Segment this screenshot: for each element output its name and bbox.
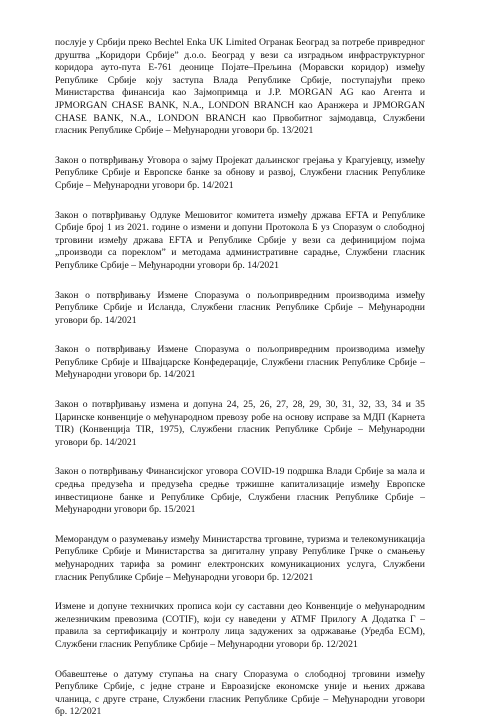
entry-efta-joint-committee-decision: Закон о потврђивању Одлуке Мешовитог комитета између држава EFTA и Републике Србије број 1 из 2021. године о измени и допуни Протокола Б уз Споразум о слободној трговини између држава EFTA и Републике Србије у вези са дефиницијом појма „производи са пореклом” и методама административне сарадње, Службени гласник Републике Србије – Међународни уговори бр. 14/2021	[55, 209, 425, 271]
entry-continuation-bechtel-loan: послује у Србији преко Bechtel Enka UK Limited Огранак Београд за потребе привредног друштва „Коридори Србије” д.о.о. Београд у вези са изградњом инфраструктурног коридора ауто-пута Е-761 деонице Појате–Прељина (Моравски коридор) између Републике Србије коју заступа Влада Републике Србије, поступајући преко Министарства финансија као Зајмопримца и J.P. MORGAN AG као Агента и JPMORGAN CHASE BANK, N.A., LONDON BRANCH као Аранжера и JPMORGAN CHASE BANK, N.A., LONDON BRANCH као Првобитног зајмодавца, Службени гласник Републике Србије – Међународни уговори бр. 13/2021	[55, 37, 425, 137]
entry-eaeu-free-trade-notice: Обавештење о датуму ступања на снагу Споразума о слободној трговини између Републике Србије, с једне стране и Евроазијске економске уније и њених држава чланица, с друге стране, Службени гласник Републике Србије – Међународни уговори бр. 12/2021	[55, 668, 425, 718]
entry-covid19-eib-finance-contract: Закон о потврђивању Финансијског уговора COVID-19 подршка Влади Србије за мала и средња предузећа и предузећа средње тржишне капитализације између Европске инвестиционе банке и Републике Србије, Службени гласник Републике Србије – Међународни уговори бр. 15/2021	[55, 466, 425, 516]
entry-kragujevac-district-heating-loan: Закон о потврђивању Уговора о зајму Пројекат даљинског грејања у Крагујевцу, између Републике Србије и Европске банке за обнову и развој, Службени гласник Републике Србије – Међународни уговори бр. 14/2021	[55, 154, 425, 191]
entry-agreement-iceland: Закон о потврђивању Измене Споразума о пољопривредним производима између Републике Србије и Исланда, Службени гласник Републике Србије – Међународни уговори бр. 14/2021	[55, 289, 425, 326]
entry-agreement-switzerland: Закон о потврђивању Измене Споразума о пољопривредним производима између Републике Србије и Швајцарске Конфедерације, Службени гласник Републике Србије – Међународни уговори бр. 14/2021	[55, 344, 425, 381]
entry-cotif-technical-regulations: Измене и допуне техничких прописа који су саставни део Конвенције о међународним железничким превозима (COTIF), који су наведени у ATMF Прилогу А Додатка Г – правила за сертификацију и контролу лица задужених за одржавање (Уредба ЕСМ), Службени гласник Републике Србије – Међународни уговори бр. 12/2021	[55, 601, 425, 650]
entry-roaming-memorandum-greece: Меморандум о разумевању између Министарства трговине, туризма и телекомуникација Републике Србије и Министарства за дигиталну управу Републике Грчке о смањењу међународних тарифа за роминг електронских комуникационих услуга, Службени гласник Републике Србије – Међународни уговори бр. 12/2021	[55, 533, 425, 583]
entry-tir-convention-amendments: Закон о потврђивању измена и допуна 24, 25, 26, 27, 28, 29, 30, 31, 32, 33, 34 и 35 Царинске конвенције о међународном превозу робе на основу исправе за МДП (Карнета TIR) (Конвенција TIR, 1975), Службени гласник Републике Србије – Међународни уговори бр. 14/2021	[55, 399, 425, 448]
